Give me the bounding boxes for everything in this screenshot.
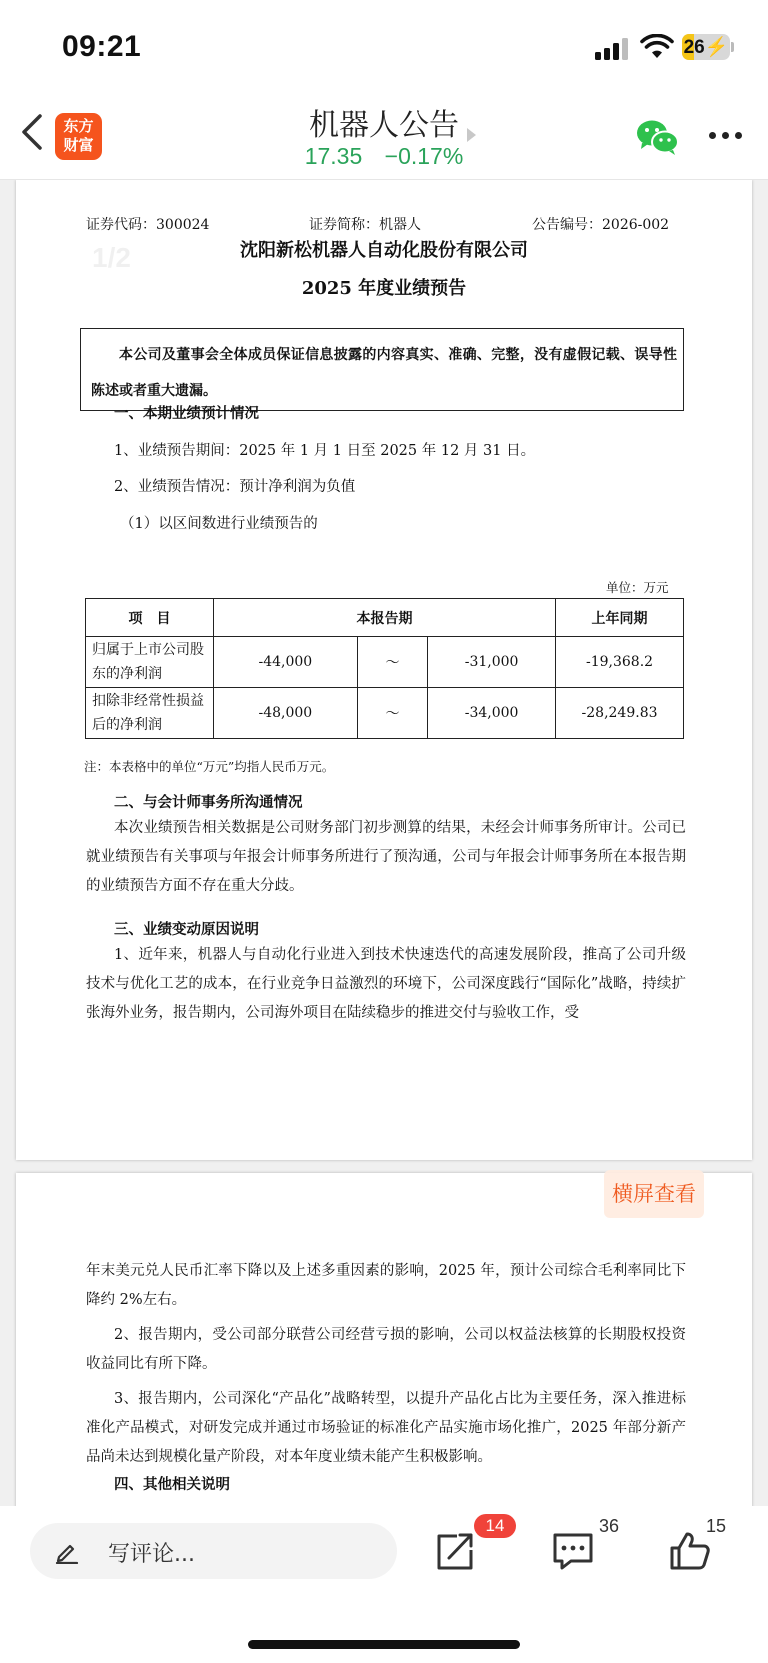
home-indicator <box>248 1640 520 1649</box>
row-range-sep: ～ <box>357 637 427 688</box>
announcement-title: 2025 年度业绩预告 <box>301 278 467 299</box>
stock-price: 17.35 <box>304 143 363 169</box>
battery-percent: 26⚡ <box>683 37 729 58</box>
header-current-period: 本报告期 <box>213 599 555 637</box>
section-2-paragraph: 本次业绩预告相关数据是公司财务部门初步测算的结果，未经会计师事务所审计。公司已就业绩预告有关事项与年报会计师事务所进行了预沟通，公司与年报会计师事务所在本报告期的业绩预告方面不存在重大分歧。 <box>86 820 686 894</box>
forecast-period: 1、业绩预告期间：2025 年 1 月 1 日至 2025 年 12 月 31 日。 <box>114 443 536 459</box>
forecast-situation: 2、业绩预告情况：预计净利润为负值 <box>114 479 356 495</box>
row-prior: -28,249.83 <box>556 688 684 739</box>
comment-icon[interactable] <box>551 1530 595 1572</box>
section-1-heading: 一、本期业绩预计情况 <box>114 405 259 422</box>
section-3-heading: 三、业绩变动原因说明 <box>114 921 259 938</box>
row-range-sep: ～ <box>357 688 427 739</box>
logo-text-line2: 财富 <box>63 136 94 154</box>
notice-number: 公告编号：2026-002 <box>532 217 670 233</box>
comment-placeholder: 写评论... <box>108 1542 195 1567</box>
page-2-paragraph-2: 2、报告期内，受公司部分联营公司经营亏损的影响，公司以权益法核算的长期股权投资收益同比有所下降。 <box>86 1327 686 1372</box>
stock-change: −0.17% <box>384 143 464 169</box>
company-name: 沈阳新松机器人自动化股份有限公司 <box>240 240 528 261</box>
more-icon[interactable] <box>709 132 743 142</box>
comment-input[interactable] <box>30 1523 397 1579</box>
page-2-paragraph-3: 3、报告期内，公司深化“产品化”战略转型，以提升产品化占比为主要任务，深入推进标准化产品模式，对研发完成并通过市场验证的标准化产品实施市场化推广，2025 年部分新产品尚未达到规模化量产阶段，对本年度业绩未能产生积极影响。 <box>86 1391 686 1465</box>
row-prior: -19,368.2 <box>556 637 684 688</box>
document-viewer[interactable] <box>0 180 768 1506</box>
status-time: 09:21 <box>62 30 142 63</box>
page-2-paragraph-1: 年末美元兑人民币汇率下降以及上述多重因素的影响，2025 年，预计公司综合毛利率同比下降约 2%左右。 <box>86 1263 686 1308</box>
header-prior-period: 上年同期 <box>556 599 684 637</box>
wifi-icon <box>640 34 674 60</box>
section-3-paragraph-1: 1、近年来，机器人与自动化行业进入到技术快速迭代的高速发展阶段，推高了公司升级技术与优化工艺的成本，在行业竞争日益激烈的环境下，公司深度践行“国际化”战略，持续扩张海外业务，报告期内，公司海外项目在陆续稳步的推进交付与验收工作，受 <box>86 947 686 1021</box>
forecast-method: （1）以区间数进行业绩预告的 <box>120 516 318 532</box>
comment-count: 36 <box>599 1516 620 1536</box>
unit-label: 单位：万元 <box>606 580 669 595</box>
table-row <box>86 637 684 688</box>
row-high: -34,000 <box>428 688 556 739</box>
header <box>0 96 768 180</box>
performance-table <box>85 598 684 739</box>
bottom-action-bar <box>0 1506 768 1663</box>
row-low: -48,000 <box>213 688 357 739</box>
status-bar <box>0 0 768 96</box>
security-code: 证券代码：300024 <box>86 217 210 233</box>
battery-icon <box>682 34 730 60</box>
security-short-name: 证券简称：机器人 <box>309 217 421 233</box>
landscape-view-button[interactable]: 横屏查看 <box>604 1170 704 1218</box>
row-low: -44,000 <box>213 637 357 688</box>
page-indicator: 1/2 <box>92 242 131 273</box>
caret-right-icon <box>467 128 476 142</box>
disclosure-notice-box: 本公司及董事会全体成员保证信息披露的内容真实、准确、完整，没有虚假记载、误导性陈述或者重大遗漏。 <box>80 328 684 411</box>
document-page-2 <box>16 1173 752 1506</box>
section-2-heading: 二、与会计师事务所沟通情况 <box>114 794 303 811</box>
stock-name[interactable]: 机器人公告 <box>309 108 459 143</box>
cellular-signal-icon <box>595 38 629 60</box>
battery-tip <box>731 42 734 52</box>
row-item: 归属于上市公司股东的净利润 <box>86 637 214 688</box>
section-4-heading: 四、其他相关说明 <box>114 1476 230 1493</box>
table-header-row <box>86 599 684 637</box>
like-count: 15 <box>706 1516 727 1536</box>
table-note: 注：本表格中的单位“万元”均指人民币万元。 <box>84 759 335 774</box>
share-icon[interactable] <box>433 1530 477 1572</box>
share-count-badge: 14 <box>474 1514 516 1538</box>
header-item: 项 目 <box>86 599 214 637</box>
wechat-icon[interactable] <box>636 118 680 156</box>
table-row <box>86 688 684 739</box>
row-high: -31,000 <box>428 637 556 688</box>
pencil-icon <box>54 1538 80 1564</box>
document-page-1 <box>16 180 752 1160</box>
row-item: 扣除非经常性损益后的净利润 <box>86 688 214 739</box>
logo-text-line1: 东方 <box>63 117 94 135</box>
